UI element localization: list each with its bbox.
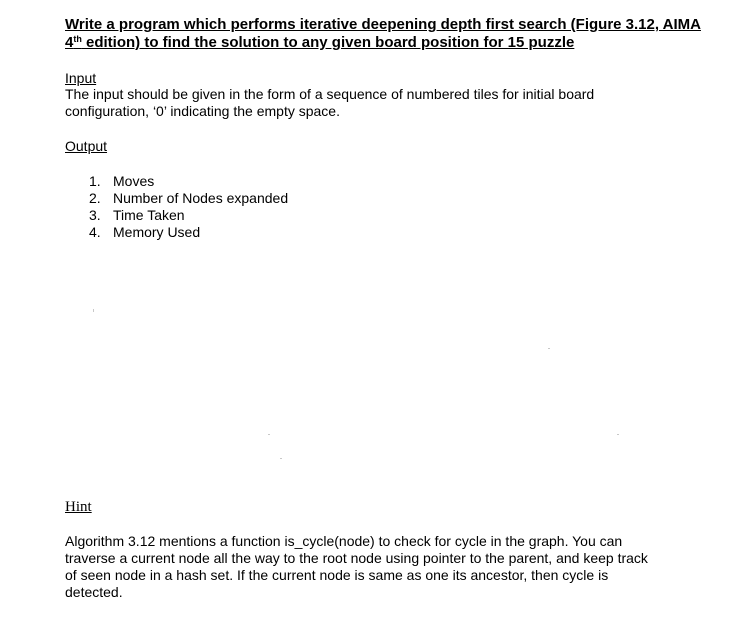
- input-heading: Input: [65, 70, 97, 86]
- scan-speck: [617, 434, 619, 435]
- scan-speck: [93, 309, 94, 312]
- output-list: [89, 173, 288, 241]
- output-item-memory-used: [89, 224, 288, 241]
- output-item-moves: [89, 173, 288, 190]
- scan-speck: [280, 458, 282, 459]
- title-line-2: [65, 34, 705, 52]
- hint-line-1: Algorithm 3.12 mentions a function is_cycle(node) to check for cycle in the graph. You can: [65, 533, 623, 549]
- output-heading: Output: [65, 138, 108, 154]
- list-label: Memory Used: [113, 224, 201, 240]
- list-label: Number of Nodes expanded: [113, 190, 289, 206]
- assignment-title: [65, 16, 705, 52]
- list-number: 4.: [89, 224, 101, 240]
- hint-line-4: detected.: [65, 584, 123, 600]
- hint-line-3: of seen node in a hash set. If the current node is same as one its ancestor, then cycle is: [65, 567, 609, 583]
- scan-speck: [268, 434, 270, 435]
- output-item-time-taken: [89, 207, 288, 224]
- hint-heading: Hint: [65, 499, 92, 515]
- edition-number: 4: [65, 34, 74, 51]
- list-number: 1.: [89, 173, 101, 189]
- scan-speck: [548, 348, 550, 349]
- hint-line-2: traverse a current node all the way to the root node using pointer to the parent, and keep track: [65, 550, 648, 566]
- title-line-2-rest: edition) to find the solution to any given board position for 15 puzzle: [81, 34, 575, 51]
- hint-paragraph: [65, 533, 705, 601]
- title-line-1: Write a program which performs iterative deepening depth first search (Figure 3.12, AIMA: [65, 16, 701, 33]
- input-description: [65, 86, 705, 120]
- list-number: 2.: [89, 190, 101, 206]
- list-number: 3.: [89, 207, 101, 223]
- edition-ordinal: th: [73, 34, 82, 44]
- list-label: Time Taken: [113, 207, 185, 223]
- input-line-2: configuration, ‘0’ indicating the empty space.: [65, 103, 340, 119]
- list-label: Moves: [113, 173, 155, 189]
- input-line-1: The input should be given in the form of a sequence of numbered tiles for initial board: [65, 86, 595, 102]
- output-item-nodes-expanded: [89, 190, 288, 207]
